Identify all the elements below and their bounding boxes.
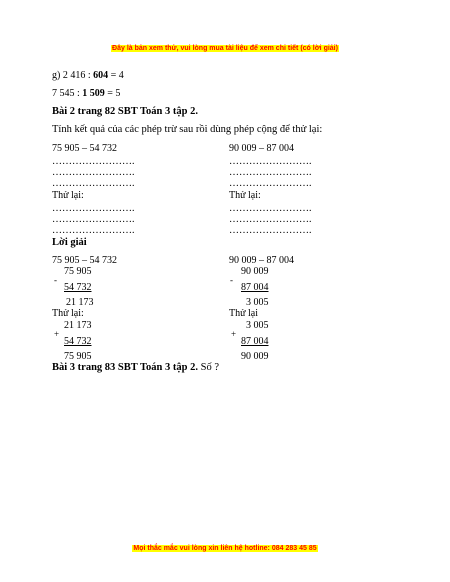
sol-right-sub-top: 90 009	[241, 266, 269, 277]
line-g-suffix: = 4	[108, 70, 124, 81]
dots-line: …………………….	[229, 214, 312, 225]
sol-right-plus-sign: +	[231, 329, 237, 339]
header-notice-banner	[0, 37, 450, 55]
sol-right-add-result: 90 009	[241, 351, 269, 362]
line-check-suffix: = 5	[104, 88, 121, 99]
sol-left-sub-top: 75 905	[64, 266, 92, 277]
bai3-title: Bài 3 trang 83 SBT Toán 3 tập 2.	[52, 362, 198, 373]
line-g-bold: 604	[93, 70, 109, 81]
dots-line: …………………….	[52, 156, 135, 167]
bai3-suffix: Số ?	[197, 362, 219, 373]
dots-line: …………………….	[52, 167, 135, 178]
bai2-left-thu-lai: Thử lại:	[52, 190, 84, 201]
line-check	[52, 88, 120, 100]
sol-left-expr: 75 905 – 54 732	[52, 255, 117, 266]
sol-left-sub-result: 21 173	[66, 297, 94, 308]
sol-left-plus-sign: +	[54, 329, 60, 339]
sol-left-minus-sign: -	[54, 275, 57, 285]
sol-left-add-bottom: 54 732	[64, 336, 92, 347]
dots-line: …………………….	[52, 225, 135, 236]
sol-left-add-top: 21 173	[64, 320, 92, 331]
dots-line: …………………….	[52, 203, 135, 214]
sol-right-minus-sign: -	[230, 275, 233, 285]
sol-left-thu-lai: Thử lại:	[52, 308, 84, 319]
dots-line: …………………….	[52, 178, 135, 189]
dots-line: …………………….	[229, 203, 312, 214]
footer-notice-banner	[0, 537, 450, 555]
sol-right-add-bottom: 87 004	[241, 336, 269, 347]
bai2-left-expr: 75 905 – 54 732	[52, 143, 117, 154]
bai2-right-thu-lai: Thử lại:	[229, 190, 261, 201]
dots-line: …………………….	[229, 178, 312, 189]
loi-giai-heading: Lời giải	[52, 237, 87, 248]
sol-right-sub-bottom: 87 004	[241, 282, 269, 293]
sol-left-add-result: 75 905	[64, 351, 92, 362]
bai2-instruction: Tính kết quả của các phép trừ sau rồi dùng phép cộng để thử lại:	[52, 124, 323, 135]
line-g	[52, 70, 124, 82]
dots-line: …………………….	[229, 167, 312, 178]
footer-notice-text: Mọi thắc mắc vui lòng xin liên hệ hotline: 084 283 45 85	[133, 545, 317, 552]
sol-right-add-top: 3 005	[246, 320, 269, 331]
dots-line: …………………….	[52, 214, 135, 225]
bai2-title: Bài 2 trang 82 SBT Toán 3 tập 2.	[52, 106, 198, 117]
dots-line: …………………….	[229, 225, 312, 236]
sol-right-expr: 90 009 – 87 004	[229, 255, 294, 266]
line-check-bold: 1 509	[82, 88, 105, 99]
sol-right-thu-lai: Thử lại	[229, 308, 259, 319]
bai3-line	[52, 362, 219, 374]
dots-line: …………………….	[229, 156, 312, 167]
sol-right-sub-result: 3 005	[246, 297, 269, 308]
header-notice-text: Đây là bản xem thử, vui lòng mua tài liệu để xem chi tiết (có lời giải)	[112, 45, 338, 52]
bai2-right-expr: 90 009 – 87 004	[229, 143, 294, 154]
line-check-prefix: 7 545 :	[52, 88, 83, 99]
sol-left-sub-bottom: 54 732	[64, 282, 92, 293]
line-g-prefix: g) 2 416 :	[52, 70, 94, 81]
